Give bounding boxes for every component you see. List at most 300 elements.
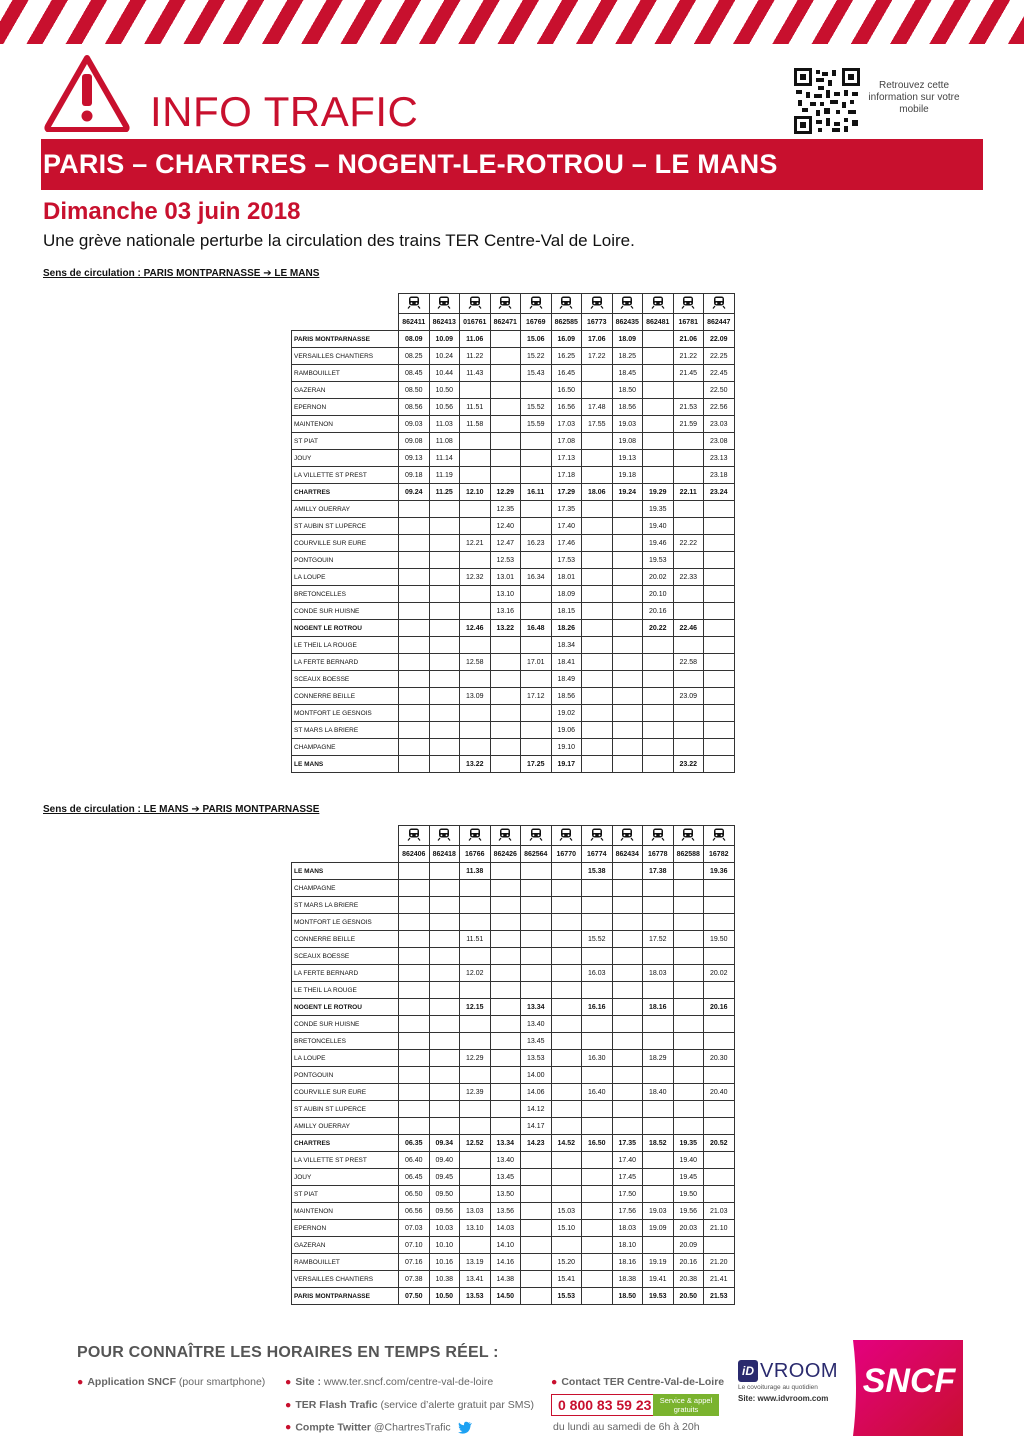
- time-cell: 19.18: [612, 467, 643, 484]
- notice-date: Dimanche 03 juin 2018: [43, 198, 301, 225]
- time-cell: [460, 518, 491, 535]
- time-cell: 15.10: [551, 1220, 582, 1237]
- time-cell: [612, 722, 643, 739]
- train-icon: [437, 828, 451, 841]
- bullet-icon: ●: [285, 1376, 292, 1388]
- time-cell: [429, 756, 460, 773]
- station-name: LA VILLETTE ST PREST: [292, 1152, 399, 1169]
- time-cell: 13.22: [460, 756, 491, 773]
- time-cell: [582, 433, 613, 450]
- time-cell: [704, 620, 735, 637]
- time-cell: [673, 1050, 704, 1067]
- train-icon: [407, 296, 421, 309]
- time-cell: [429, 501, 460, 518]
- time-cell: [490, 931, 521, 948]
- outbound-direction-label: Sens de circulation : PARIS MONTPARNASSE ➔ LE MANS: [43, 268, 320, 279]
- time-cell: [612, 671, 643, 688]
- train-icon: [681, 828, 695, 841]
- time-cell: 14.52: [551, 1135, 582, 1152]
- time-cell: 17.40: [551, 518, 582, 535]
- time-cell: [582, 1067, 613, 1084]
- time-cell: [612, 965, 643, 982]
- station-name: MAINTENON: [292, 1203, 399, 1220]
- time-cell: 08.09: [399, 331, 430, 348]
- time-cell: [704, 535, 735, 552]
- time-cell: [521, 880, 552, 897]
- footer-flash-item: [285, 1399, 534, 1411]
- time-cell: 17.45: [612, 1169, 643, 1186]
- table-row: [292, 914, 735, 931]
- time-cell: [429, 965, 460, 982]
- time-cell: [521, 948, 552, 965]
- time-cell: [429, 688, 460, 705]
- train-icon: [651, 828, 665, 841]
- time-cell: [704, 705, 735, 722]
- time-cell: 17.13: [551, 450, 582, 467]
- time-cell: 16.50: [582, 1135, 613, 1152]
- time-cell: [399, 1050, 430, 1067]
- time-cell: [643, 688, 674, 705]
- time-cell: [521, 1169, 552, 1186]
- time-cell: [521, 1152, 552, 1169]
- time-cell: [399, 569, 430, 586]
- time-cell: [490, 999, 521, 1016]
- idvroom-site[interactable]: Site: www.idvroom.com: [738, 1394, 829, 1403]
- time-cell: 22.09: [704, 331, 735, 348]
- time-cell: 17.01: [521, 654, 552, 671]
- time-cell: 08.45: [399, 365, 430, 382]
- time-cell: [429, 1050, 460, 1067]
- time-cell: [551, 948, 582, 965]
- time-cell: [490, 914, 521, 931]
- time-cell: 20.22: [643, 620, 674, 637]
- time-cell: [399, 756, 430, 773]
- time-cell: 13.50: [490, 1186, 521, 1203]
- station-name: LA LOUPE: [292, 569, 399, 586]
- time-cell: 18.10: [612, 1237, 643, 1254]
- train-number: 862411: [399, 314, 430, 331]
- time-cell: [673, 671, 704, 688]
- time-cell: 16.56: [551, 399, 582, 416]
- station-name: COURVILLE SUR EURE: [292, 535, 399, 552]
- table-row: [292, 518, 735, 535]
- time-cell: [673, 931, 704, 948]
- train-number: 16770: [551, 846, 582, 863]
- table-row: [292, 1186, 735, 1203]
- time-cell: [643, 982, 674, 999]
- time-cell: [612, 688, 643, 705]
- time-cell: [643, 756, 674, 773]
- time-cell: [490, 897, 521, 914]
- time-cell: [460, 948, 491, 965]
- table-row: [292, 535, 735, 552]
- time-cell: [551, 1118, 582, 1135]
- time-cell: 21.41: [704, 1271, 735, 1288]
- table-row: [292, 433, 735, 450]
- time-cell: [490, 654, 521, 671]
- flash-label: TER Flash Trafic: [295, 1399, 378, 1411]
- time-cell: 08.50: [399, 382, 430, 399]
- train-number: 016761: [460, 314, 491, 331]
- time-cell: 18.25: [612, 348, 643, 365]
- table-row: [292, 739, 735, 756]
- table-row: [292, 399, 735, 416]
- train-icon: [529, 828, 543, 841]
- train-icon: [437, 296, 451, 309]
- bullet-icon: ●: [551, 1376, 558, 1388]
- time-cell: 09.56: [429, 1203, 460, 1220]
- time-cell: [521, 450, 552, 467]
- time-cell: 19.35: [643, 501, 674, 518]
- twitter-label: Compte Twitter: [295, 1421, 371, 1434]
- time-cell: [460, 382, 491, 399]
- time-cell: [429, 1118, 460, 1135]
- time-cell: 17.53: [551, 552, 582, 569]
- time-cell: [429, 1033, 460, 1050]
- time-cell: [704, 739, 735, 756]
- time-cell: [399, 671, 430, 688]
- station-name: BRETONCELLES: [292, 1033, 399, 1050]
- table-row: [292, 331, 735, 348]
- time-cell: [673, 450, 704, 467]
- time-cell: [612, 880, 643, 897]
- train-icon: [559, 296, 573, 309]
- time-cell: 19.50: [704, 931, 735, 948]
- time-cell: [460, 897, 491, 914]
- time-cell: [490, 948, 521, 965]
- time-cell: [399, 999, 430, 1016]
- time-cell: 18.52: [643, 1135, 674, 1152]
- time-cell: [643, 399, 674, 416]
- time-cell: [612, 603, 643, 620]
- time-cell: 15.59: [521, 416, 552, 433]
- time-cell: [490, 365, 521, 382]
- time-cell: [643, 1237, 674, 1254]
- app-note: (pour smartphone): [176, 1376, 266, 1388]
- time-cell: [704, 501, 735, 518]
- train-icon: [498, 828, 512, 841]
- train-number: 16769: [521, 314, 552, 331]
- time-cell: [490, 331, 521, 348]
- time-cell: 20.30: [704, 1050, 735, 1067]
- time-cell: 18.03: [612, 1220, 643, 1237]
- time-cell: [704, 914, 735, 931]
- time-cell: [673, 603, 704, 620]
- time-cell: [582, 637, 613, 654]
- time-cell: [429, 552, 460, 569]
- qr-caption: Retrouvez cette information sur votre mobile: [868, 80, 960, 115]
- time-cell: [582, 1186, 613, 1203]
- time-cell: [490, 450, 521, 467]
- train-number: 862481: [643, 314, 674, 331]
- time-cell: [399, 603, 430, 620]
- time-cell: 15.20: [551, 1254, 582, 1271]
- time-cell: 18.34: [551, 637, 582, 654]
- time-cell: 23.13: [704, 450, 735, 467]
- time-cell: 17.08: [551, 433, 582, 450]
- time-cell: 10.56: [429, 399, 460, 416]
- time-cell: 17.25: [521, 756, 552, 773]
- time-cell: 22.33: [673, 569, 704, 586]
- time-cell: [582, 1101, 613, 1118]
- time-cell: 14.38: [490, 1271, 521, 1288]
- time-cell: [399, 535, 430, 552]
- time-cell: [521, 603, 552, 620]
- time-cell: 15.22: [521, 348, 552, 365]
- footer-app-item: [77, 1376, 265, 1388]
- time-cell: 16.16: [582, 999, 613, 1016]
- time-cell: [643, 897, 674, 914]
- time-cell: 18.15: [551, 603, 582, 620]
- time-cell: [704, 897, 735, 914]
- station-name: SCEAUX BOESSE: [292, 948, 399, 965]
- time-cell: [582, 1169, 613, 1186]
- time-cell: 17.56: [612, 1203, 643, 1220]
- time-cell: [704, 688, 735, 705]
- time-cell: 08.56: [399, 399, 430, 416]
- time-cell: [643, 467, 674, 484]
- time-cell: 13.22: [490, 620, 521, 637]
- twitter-handle[interactable]: @ChartresTrafic: [370, 1421, 451, 1434]
- time-cell: 23.18: [704, 467, 735, 484]
- time-cell: [460, 1067, 491, 1084]
- time-cell: 13.34: [490, 1135, 521, 1152]
- time-cell: [704, 586, 735, 603]
- time-cell: [490, 1084, 521, 1101]
- time-cell: [490, 1067, 521, 1084]
- time-cell: [673, 914, 704, 931]
- table-row: [292, 1152, 735, 1169]
- footer-twitter-item: [285, 1421, 473, 1434]
- time-cell: [551, 1169, 582, 1186]
- time-cell: [399, 722, 430, 739]
- time-cell: 19.17: [551, 756, 582, 773]
- time-cell: 10.09: [429, 331, 460, 348]
- qr-code-icon[interactable]: [794, 68, 860, 134]
- time-cell: 18.49: [551, 671, 582, 688]
- time-cell: [704, 1186, 735, 1203]
- time-cell: 10.10: [429, 1237, 460, 1254]
- time-cell: 06.45: [399, 1169, 430, 1186]
- time-cell: [612, 931, 643, 948]
- time-cell: 16.48: [521, 620, 552, 637]
- time-cell: [551, 1067, 582, 1084]
- time-cell: [643, 722, 674, 739]
- train-icon-row: [292, 294, 735, 314]
- time-cell: [399, 705, 430, 722]
- table-row: [292, 671, 735, 688]
- time-cell: 21.45: [673, 365, 704, 382]
- train-icon: [651, 296, 665, 309]
- station-name: PARIS MONTPARNASSE: [292, 1288, 399, 1305]
- time-cell: 06.50: [399, 1186, 430, 1203]
- station-name: LA FERTE BERNARD: [292, 654, 399, 671]
- time-cell: [460, 450, 491, 467]
- time-cell: 19.36: [704, 863, 735, 880]
- station-name: ST AUBIN ST LUPERCE: [292, 1101, 399, 1118]
- time-cell: [490, 1118, 521, 1135]
- time-cell: 20.16: [643, 603, 674, 620]
- sncf-wordmark: SNCF: [862, 1362, 956, 1400]
- time-cell: [673, 433, 704, 450]
- train-icon: [559, 828, 573, 841]
- train-number: 862435: [612, 314, 643, 331]
- time-cell: 17.38: [643, 863, 674, 880]
- time-cell: 17.06: [582, 331, 613, 348]
- time-cell: [551, 1237, 582, 1254]
- time-cell: [673, 897, 704, 914]
- time-cell: 14.10: [490, 1237, 521, 1254]
- station-name: CONDE SUR HUISNE: [292, 1016, 399, 1033]
- time-cell: 19.29: [643, 484, 674, 501]
- table-row: [292, 1203, 735, 1220]
- time-cell: 11.51: [460, 399, 491, 416]
- train-number: 16781: [673, 314, 704, 331]
- time-cell: [673, 982, 704, 999]
- time-cell: [551, 1033, 582, 1050]
- table-row: [292, 863, 735, 880]
- time-cell: [643, 1101, 674, 1118]
- time-cell: [490, 688, 521, 705]
- time-cell: 15.43: [521, 365, 552, 382]
- time-cell: [460, 1101, 491, 1118]
- time-cell: 18.09: [612, 331, 643, 348]
- time-cell: 16.23: [521, 535, 552, 552]
- time-cell: [429, 863, 460, 880]
- time-cell: [521, 1186, 552, 1203]
- time-cell: 14.23: [521, 1135, 552, 1152]
- table-row: [292, 1067, 735, 1084]
- time-cell: [643, 416, 674, 433]
- time-cell: [490, 965, 521, 982]
- table-row: [292, 1169, 735, 1186]
- table-row: [292, 965, 735, 982]
- table-row: [292, 1135, 735, 1152]
- time-cell: 22.46: [673, 620, 704, 637]
- time-cell: [704, 756, 735, 773]
- time-cell: 15.06: [521, 331, 552, 348]
- time-cell: [429, 1067, 460, 1084]
- time-cell: 13.53: [460, 1288, 491, 1305]
- idvroom-logo[interactable]: [738, 1360, 844, 1430]
- footer-title: POUR CONNAÎTRE LES HORAIRES EN TEMPS RÉEL :: [77, 1344, 499, 1361]
- station-name: ST MARS LA BRIERE: [292, 722, 399, 739]
- time-cell: [399, 518, 430, 535]
- phone-number[interactable]: 0 800 83 59 23: [551, 1394, 658, 1416]
- time-cell: 16.09: [551, 331, 582, 348]
- time-cell: 16.11: [521, 484, 552, 501]
- time-cell: [612, 1118, 643, 1135]
- time-cell: [643, 450, 674, 467]
- time-cell: [704, 1237, 735, 1254]
- time-cell: [551, 1084, 582, 1101]
- time-cell: [612, 756, 643, 773]
- train-number: 16782: [704, 846, 735, 863]
- time-cell: 14.50: [490, 1288, 521, 1305]
- time-cell: [704, 1101, 735, 1118]
- time-cell: 17.48: [582, 399, 613, 416]
- time-cell: [521, 863, 552, 880]
- time-cell: 18.45: [612, 365, 643, 382]
- time-cell: [521, 671, 552, 688]
- time-cell: [399, 948, 430, 965]
- table-row: [292, 501, 735, 518]
- time-cell: [612, 897, 643, 914]
- bullet-icon: ●: [285, 1399, 292, 1411]
- outbound-timetable: [291, 293, 735, 773]
- time-cell: [643, 1118, 674, 1135]
- time-cell: [612, 501, 643, 518]
- time-cell: [582, 897, 613, 914]
- table-row: [292, 931, 735, 948]
- time-cell: 11.19: [429, 467, 460, 484]
- train-number: 862588: [673, 846, 704, 863]
- train-number: 16773: [582, 314, 613, 331]
- time-cell: [429, 914, 460, 931]
- time-cell: [643, 433, 674, 450]
- station-name: LA LOUPE: [292, 1050, 399, 1067]
- time-cell: [673, 1033, 704, 1050]
- time-cell: 21.20: [704, 1254, 735, 1271]
- station-name: PONTGOUIN: [292, 552, 399, 569]
- time-cell: 22.50: [704, 382, 735, 399]
- time-cell: 10.50: [429, 1288, 460, 1305]
- time-cell: [673, 863, 704, 880]
- station-name: PARIS MONTPARNASSE: [292, 331, 399, 348]
- time-cell: [704, 1169, 735, 1186]
- time-cell: [704, 569, 735, 586]
- time-cell: 21.06: [673, 331, 704, 348]
- station-name: GAZERAN: [292, 382, 399, 399]
- time-cell: [612, 620, 643, 637]
- time-cell: [673, 948, 704, 965]
- station-name: BRETONCELLES: [292, 586, 399, 603]
- time-cell: [490, 863, 521, 880]
- time-cell: [490, 705, 521, 722]
- time-cell: [490, 880, 521, 897]
- time-cell: 22.22: [673, 535, 704, 552]
- train-number: 862447: [704, 314, 735, 331]
- station-name: NOGENT LE ROTROU: [292, 999, 399, 1016]
- station-name: NOGENT LE ROTROU: [292, 620, 399, 637]
- time-cell: 11.14: [429, 450, 460, 467]
- time-cell: 15.53: [551, 1288, 582, 1305]
- time-cell: 13.10: [460, 1220, 491, 1237]
- time-cell: 13.45: [490, 1169, 521, 1186]
- time-cell: [429, 948, 460, 965]
- train-icon: [681, 296, 695, 309]
- time-cell: [399, 1101, 430, 1118]
- time-cell: [582, 450, 613, 467]
- table-row: [292, 484, 735, 501]
- table-row: [292, 999, 735, 1016]
- time-cell: [643, 1033, 674, 1050]
- time-cell: [460, 552, 491, 569]
- time-cell: 19.09: [643, 1220, 674, 1237]
- site-link[interactable]: www.ter.sncf.com/centre-val-de-loire: [321, 1376, 494, 1388]
- time-cell: [582, 586, 613, 603]
- time-cell: 11.51: [460, 931, 491, 948]
- table-row: [292, 756, 735, 773]
- time-cell: [582, 1271, 613, 1288]
- station-name: CONNERRE BEILLE: [292, 688, 399, 705]
- time-cell: 20.40: [704, 1084, 735, 1101]
- train-icon: [590, 828, 604, 841]
- time-cell: 15.03: [551, 1203, 582, 1220]
- time-cell: [612, 1084, 643, 1101]
- table-row: [292, 654, 735, 671]
- time-cell: [399, 654, 430, 671]
